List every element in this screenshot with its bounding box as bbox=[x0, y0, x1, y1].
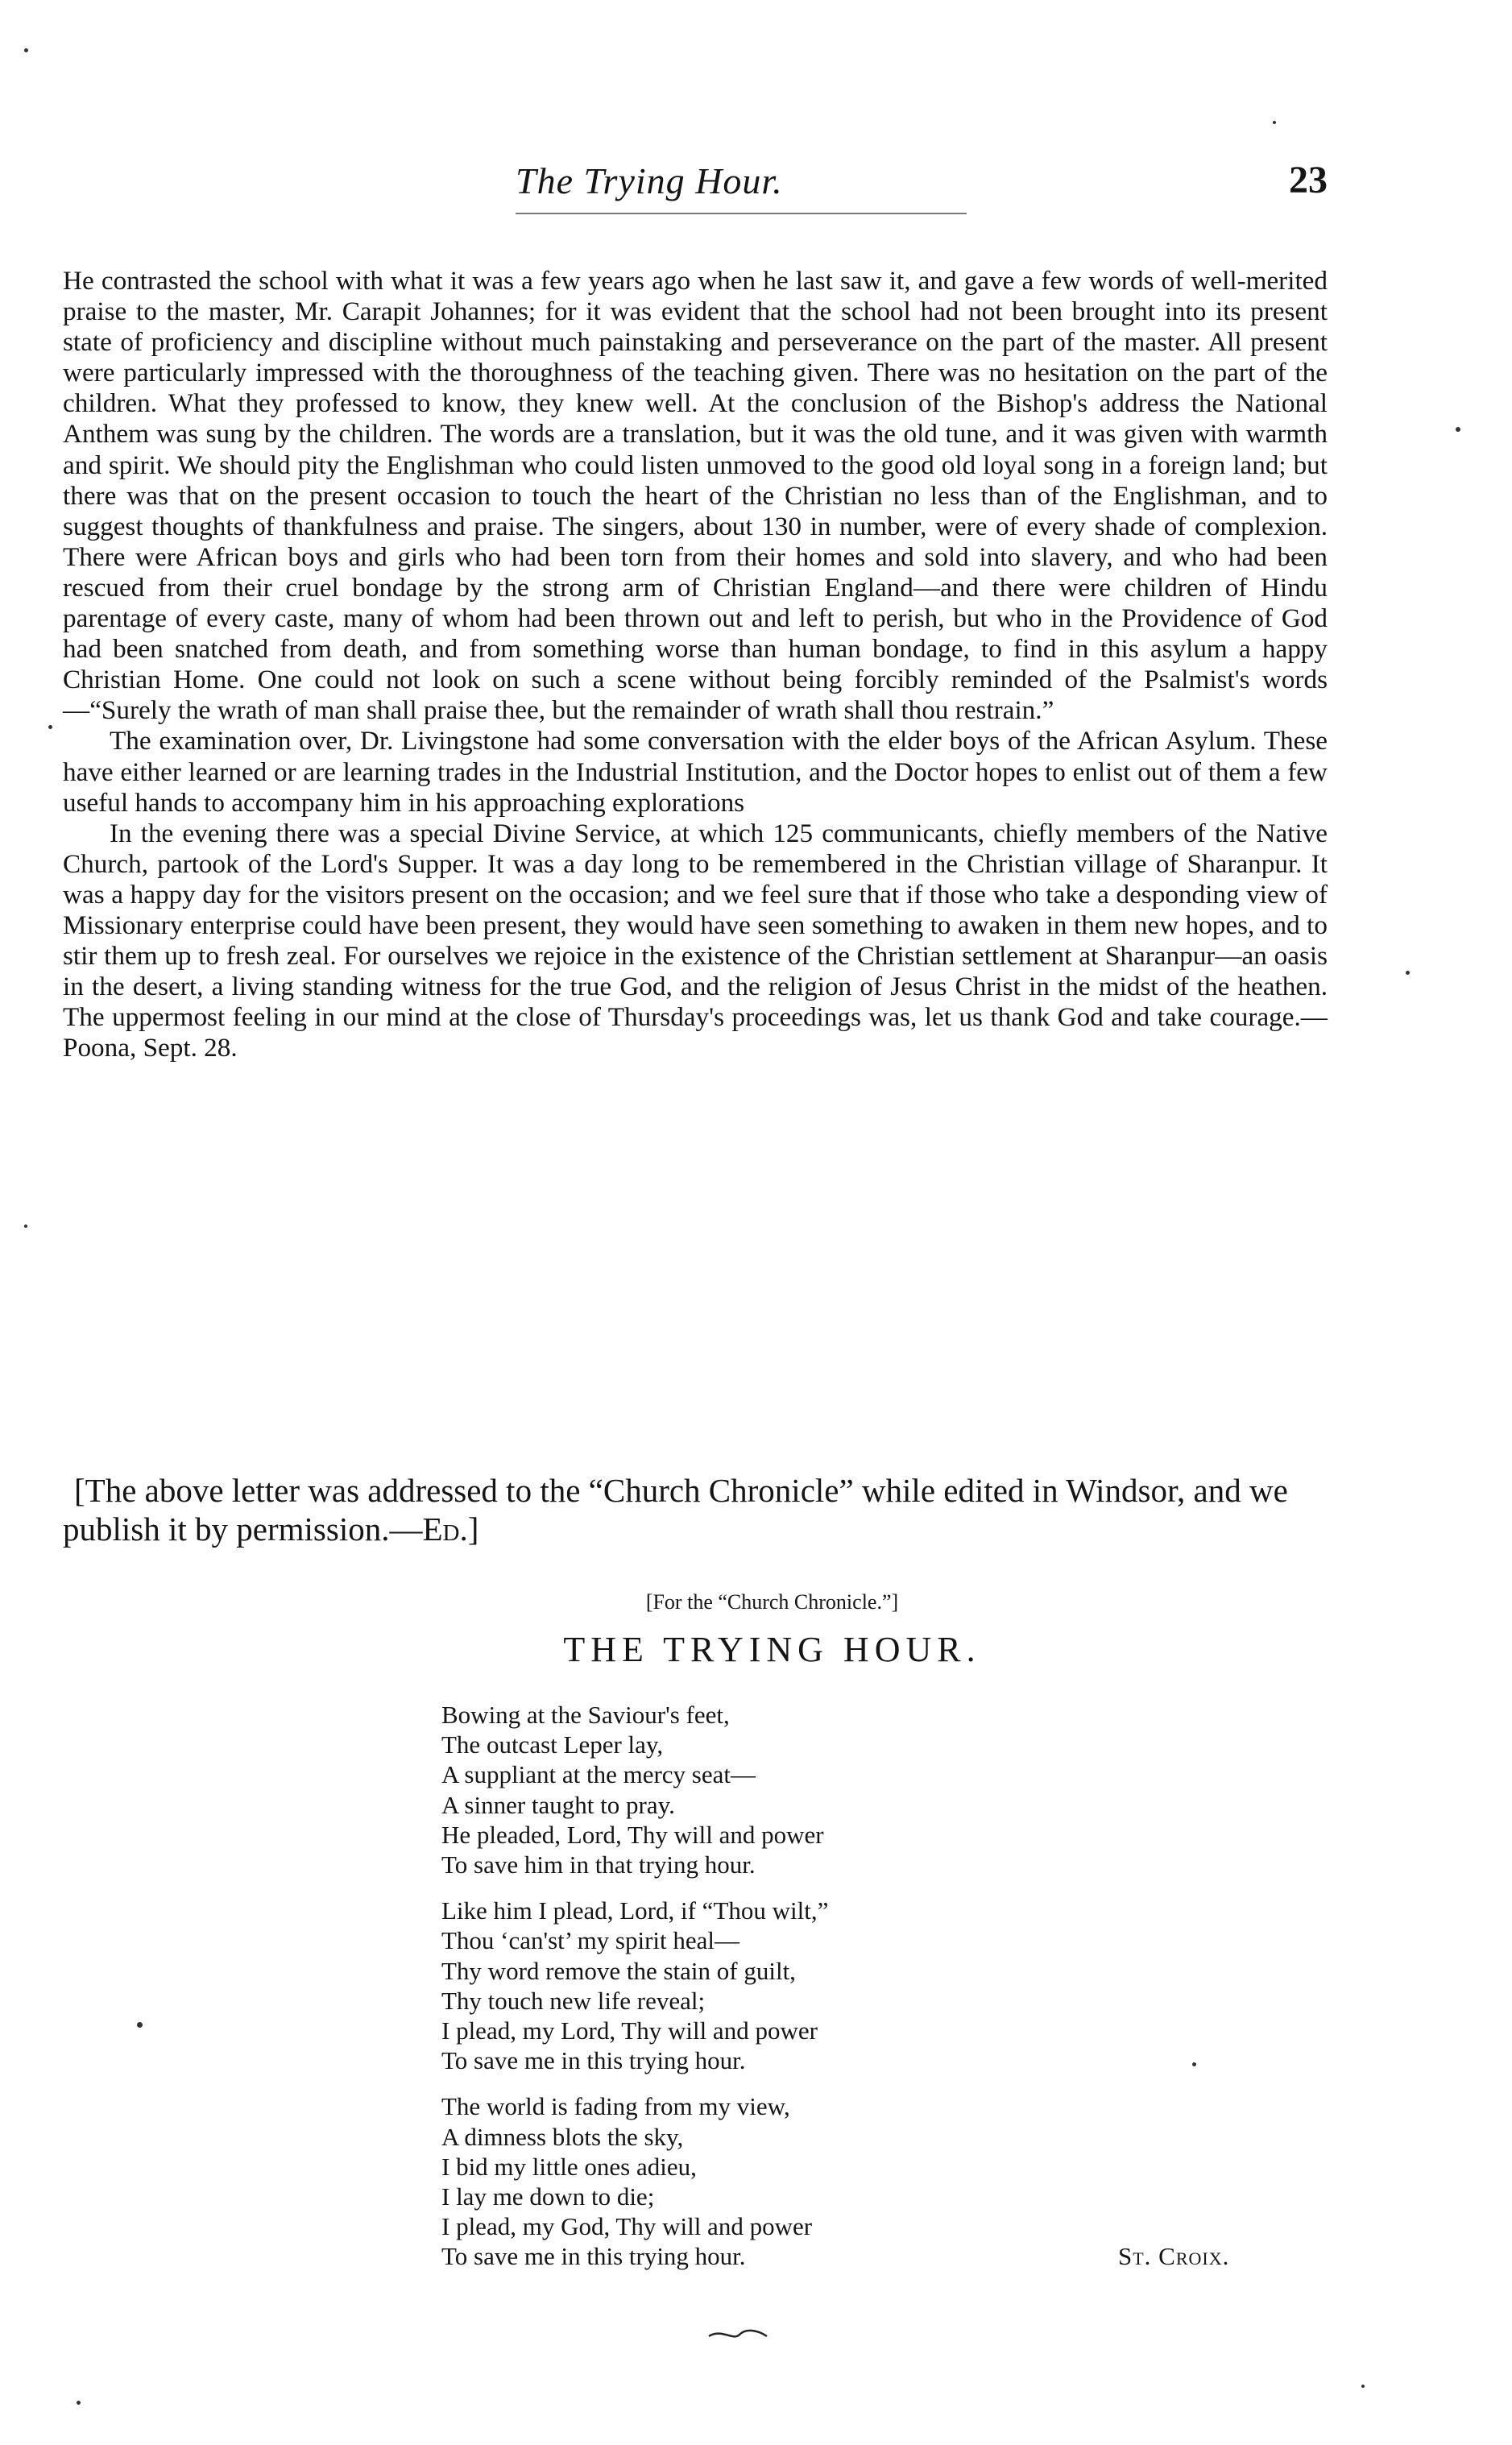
poem-line: Thy touch new life reveal; bbox=[441, 1986, 706, 2015]
poem-line: To save him in that trying hour. bbox=[441, 1850, 756, 1879]
poem-line: Bowing at the Saviour's feet, bbox=[441, 1701, 730, 1729]
poem-line: I plead, my Lord, Thy will and power bbox=[441, 2016, 818, 2045]
scan-speck bbox=[24, 1225, 27, 1228]
paragraph: The examination over, Dr. Livingstone had some conversation with the elder boys of the African Asylum. These have either learned or are learning trades in the Industrial Institution, and the Doctor hopes to enlist out of them a few useful hands to accompany him in his approaching explorations bbox=[63, 726, 1328, 818]
paragraph: In the evening there was a special Divine Service, at which 125 communicants, chiefly members of the Native Church, partook of the Lord's Supper. It was a day long to be remembered in the Christian village of Sharanpur. It was a happy day for the visitors present on the occasion; and we feel sure that if those who take a desponding view of Missionary enterprise could have been present, they would have seen something to awaken in them new hopes, and to stir them up to fresh zeal. For ourselves we rejoice in the existence of the Christian settlement at Sharanpur—an oasis in the desert, a living standing witness for the true God, and the religion of Jesus Christ in the midst of the heathen. The uppermost feeling in our mind at the close of Thursday's proceedings was, let us thank God and take courage.—Poona, Sept. 28. bbox=[63, 818, 1328, 1063]
poem-line: A suppliant at the mercy seat— bbox=[441, 1760, 756, 1789]
poem-line: I plead, my God, Thy will and power bbox=[441, 2212, 813, 2241]
poem-credit: [For the “Church Chronicle.”] bbox=[645, 1590, 899, 1614]
stanza bbox=[441, 2091, 1328, 2271]
poem-line: A dimness blots the sky, bbox=[441, 2122, 684, 2151]
poem-line-text: To save me in this trying hour. bbox=[441, 2242, 746, 2271]
editor-note bbox=[63, 1471, 1352, 1548]
poem-line: Thy word remove the stain of guilt, bbox=[441, 1956, 796, 1985]
poem-line bbox=[441, 2241, 1328, 2271]
poem-line: I bid my little ones adieu, bbox=[441, 2152, 697, 2181]
closing-ornament bbox=[706, 2327, 770, 2343]
scan-speck bbox=[1406, 971, 1410, 975]
editor-signature: Ed.] bbox=[422, 1511, 479, 1548]
scan-speck bbox=[48, 725, 52, 729]
poem-line: To save me in this trying hour. bbox=[441, 2046, 746, 2075]
scan-speck bbox=[1456, 427, 1460, 432]
page-header bbox=[0, 153, 1512, 234]
scan-speck bbox=[137, 2022, 143, 2028]
poem-line: Thou ‘can'st’ my spirit heal— bbox=[441, 1926, 740, 1955]
poem-line: The world is fading from my view, bbox=[441, 2092, 790, 2121]
poem-line: The outcast Leper lay, bbox=[441, 1730, 664, 1759]
page-number: 23 bbox=[1289, 159, 1328, 201]
running-title: The Trying Hour. bbox=[516, 160, 783, 201]
poem-line: I lay me down to die; bbox=[441, 2182, 655, 2211]
poem-line: A sinner taught to pray. bbox=[441, 1790, 675, 1819]
stanza bbox=[441, 1896, 1328, 2075]
scan-speck bbox=[1273, 121, 1276, 124]
stanza bbox=[441, 1700, 1328, 1879]
scan-speck bbox=[1361, 2385, 1365, 2388]
article-body bbox=[63, 266, 1328, 1063]
scan-speck bbox=[24, 48, 28, 52]
poem-line: Like him I plead, Lord, if “Thou wilt,” bbox=[441, 1896, 829, 1925]
paragraph: He contrasted the school with what it was a few years ago when he last saw it, and gave a few words of well-merited praise to the master, Mr. Carapit Johannes; for it was evident that the school had not been brought into its present state of proficiency and discipline without much painstaking and perseverance on the part of the master. All present were particularly impressed with the thoroughness of the teaching given. There was no hesitation on the part of the children. What they professed to know, they knew well. At the conclusion of the Bishop's address the National Anthem was sung by the children. The words are a translation, but it was the old tune, and it was given with warmth and spirit. We should pity the Englishman who could listen unmoved to the good old loyal song in a foreign land; but there was that on the present occasion to touch the heart of the Christian no less than of the Englishman, and to suggest thoughts of thankfulness and praise. The singers, about 130 in number, were of every shade of complexion. There were African boys and girls who had been torn from their homes and sold into slavery, and who had been rescued from their cruel bondage by the strong arm of Christian England—and there were children of Hindu parentage of every caste, many of whom had been thrown out and left to perish, but who in the Providence of God had been snatched from death, and from something worse than human bondage, to find in this asylum a happy Christian Home. One could not look on such a scene without being forcibly reminded of the Psalmist's words—“Surely the wrath of man shall praise thee, but the remainder of wrath shall thou restrain.” bbox=[63, 266, 1328, 726]
scan-speck bbox=[77, 2401, 81, 2405]
poem bbox=[441, 1700, 1328, 2288]
poem-title: THE TRYING HOUR. bbox=[563, 1630, 981, 1669]
editor-note-text: [The above letter was addressed to the “Church Chronicle” while edited in Windsor, and we publish it by permission.— bbox=[63, 1472, 1288, 1548]
poem-signature: St. Croix. bbox=[1118, 2242, 1230, 2271]
poem-line: He pleaded, Lord, Thy will and power bbox=[441, 1820, 824, 1849]
header-rule bbox=[516, 213, 967, 214]
